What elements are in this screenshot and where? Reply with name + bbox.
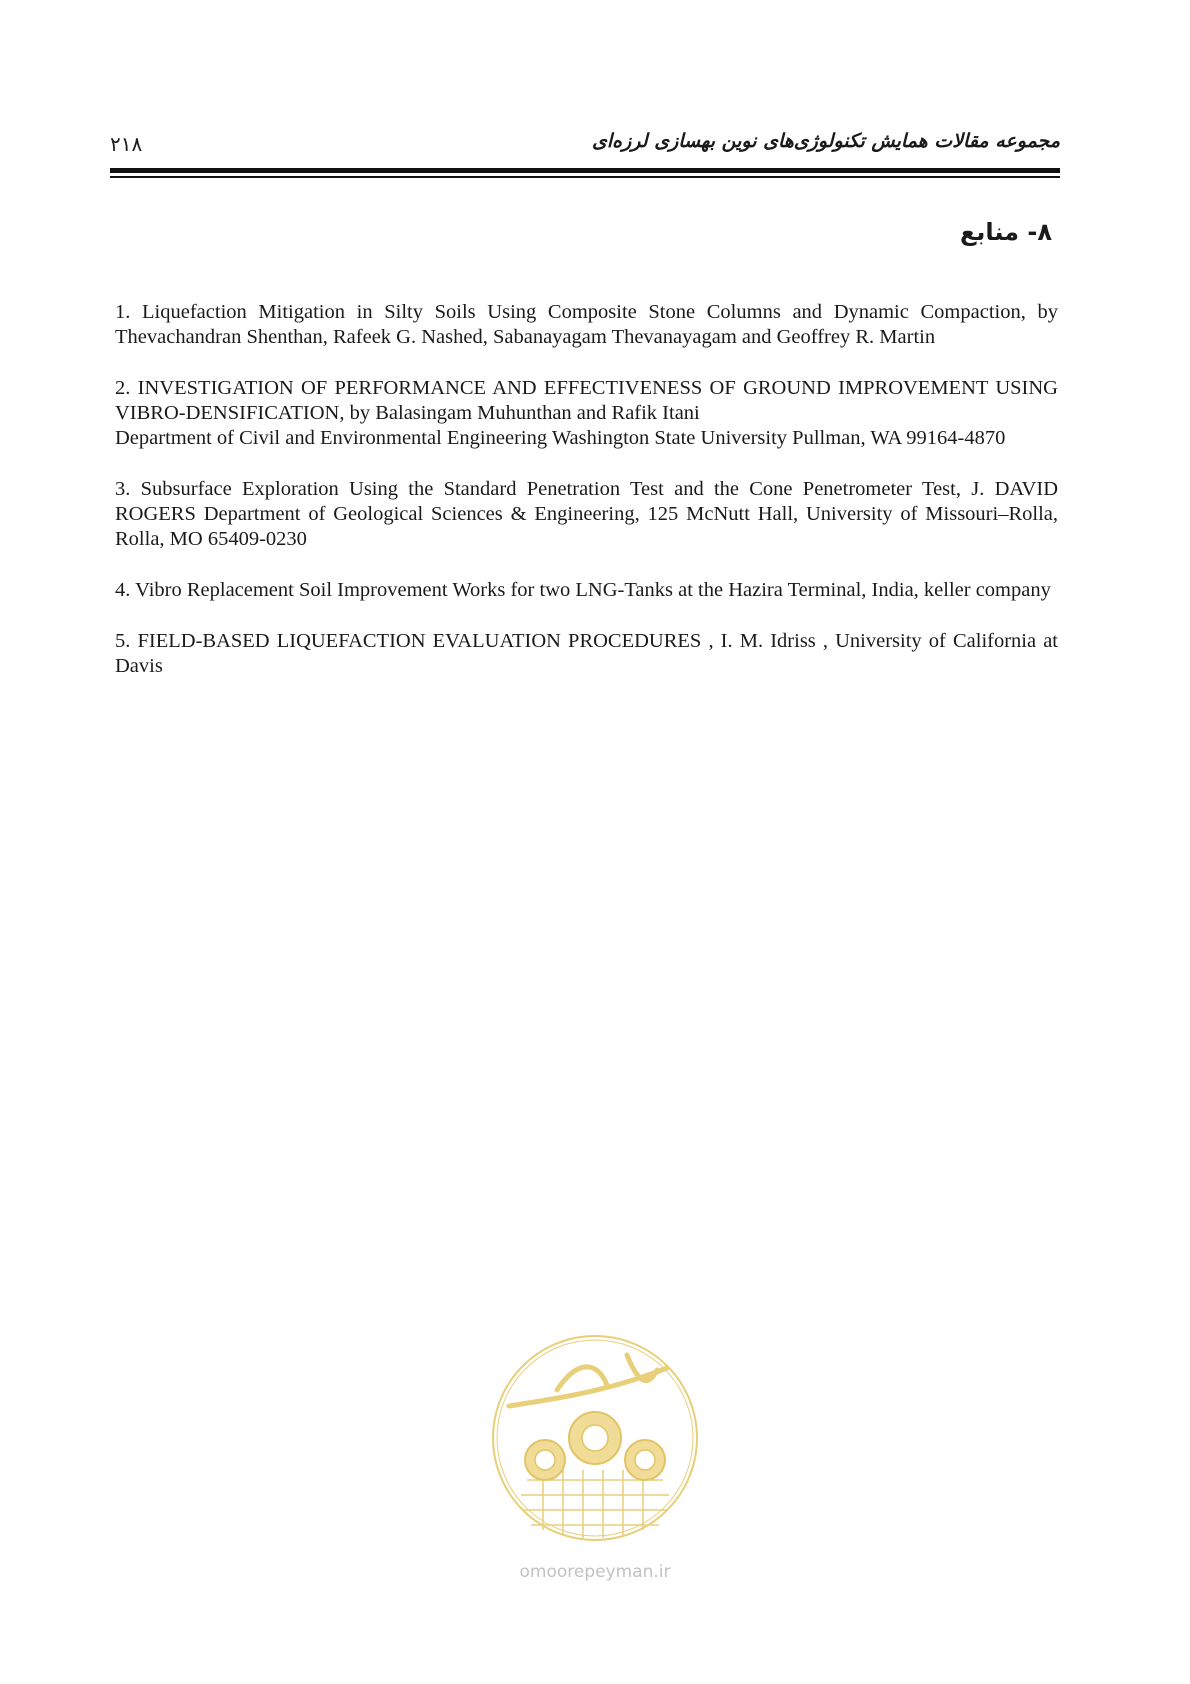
reference-list [115, 300, 1058, 705]
reference-text: 1. Liquefaction Mitigation in Silty Soils Using Composite Stone Columns and Dynamic Compaction, by Thevachandran Shenthan, Rafeek G. Nashed, Sabanayagam Thevanayagam and Geoffrey R. Martin [115, 301, 1058, 348]
reference-text: 4. Vibro Replacement Soil Improvement Works for two LNG-Tanks at the Hazira Terminal, India, keller company [115, 579, 1051, 601]
watermark-logo [487, 1330, 703, 1590]
reference-item [115, 477, 1058, 552]
reference-text: 5. FIELD-BASED LIQUEFACTION EVALUATION PROCEDURES , I. M. Idriss , University of California at Davis [115, 630, 1058, 677]
reference-text: 2. INVESTIGATION OF PERFORMANCE AND EFFECTIVENESS OF GROUND IMPROVEMENT USING VIBRO-DENSIFICATION, by Balasingam Muhunthan and Rafik Itani [115, 377, 1058, 424]
header-rule-thin [110, 176, 1060, 178]
reference-text: 3. Subsurface Exploration Using the Standard Penetration Test and the Cone Penetrometer Test, J. DAVID ROGERS Department of Geological Sciences & Engineering, 125 McNutt Hall, University of Missouri–Rolla, Rolla, MO 65409-0230 [115, 478, 1058, 550]
watermark-seal-icon [487, 1330, 703, 1560]
section-heading: ۸- منابع [959, 218, 1052, 246]
reference-item [115, 300, 1058, 350]
header-rule-thick [110, 168, 1060, 173]
journal-title: مجموعه مقالات همایش تکنولوژی‌های نوین بهسازی لرزه‌ای [592, 130, 1060, 152]
watermark-site: omoorepeyman.ir [519, 1562, 671, 1582]
reference-item [115, 578, 1058, 603]
reference-affiliation: Department of Civil and Environmental Engineering Washington State University Pullman, WA 99164-4870 [115, 427, 1006, 449]
running-header [110, 128, 1060, 158]
reference-item [115, 629, 1058, 679]
reference-item [115, 376, 1058, 451]
page-number: ۲۱۸ [110, 134, 143, 156]
